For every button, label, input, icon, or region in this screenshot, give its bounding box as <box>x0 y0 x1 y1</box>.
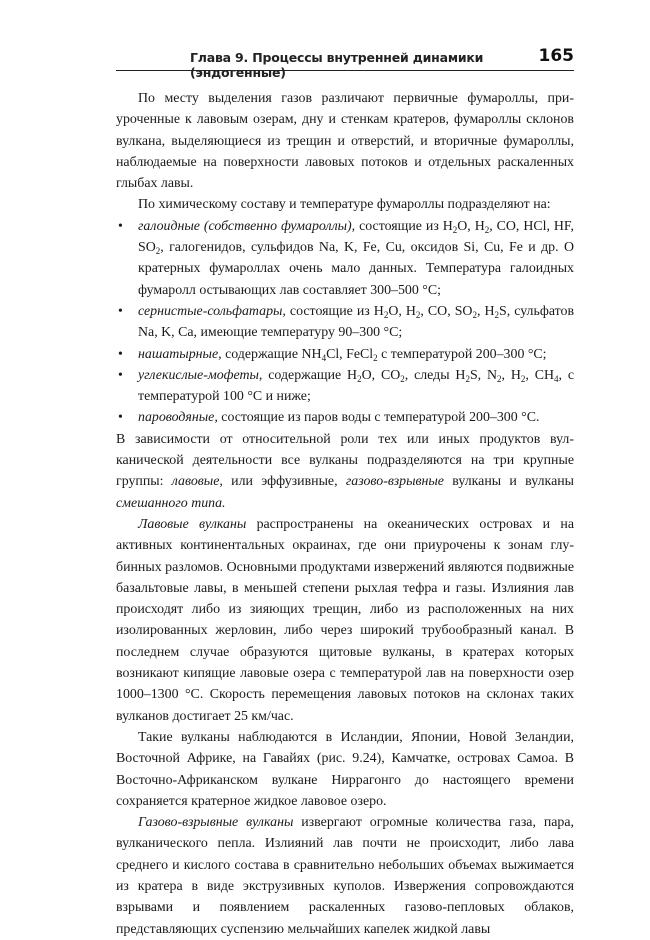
subscript: 4 <box>554 373 559 384</box>
list-item <box>116 365 574 408</box>
list-item <box>116 344 574 365</box>
paragraph-lava-volcanoes: Лавовые вулканы распространены на океанических островах и на активных континентальных окраинах, где они приурочены к зонам глубинных разломов. Основными продуктами извержений являются подвижные базальтовые лавы, в меньшей степени рыхлая тефра и газы. Излияния лав происходят либо из зияющих трещин, либо из расположенных на них изолированных жерловин, либо через широкий трубообразный канал. В последнем случае образуются щитовые вулканы, в кратерах которых возникают кипящие лавовые озера с температурой лав на поверхности озер 1000–1300 °С. Скорость перемещения лавовых потоков на склонах таких вулканов достигает 25 км/час. <box>116 516 574 724</box>
text-run: Cl, FeCl <box>326 346 374 362</box>
subscript: 4 <box>321 352 327 363</box>
paragraph-fumaroles-location: По месту выделения газов различают первичные фумароллы, приуроченные к лавовым озерам, дну и стенкам кратеров, фумароллы склонов вулкана, выделяющиеся из трещин и отверстий, и вторичные фумароллы, наблюдаемые на поверхности лавовых потоков и отдельных раскаленных глыбах лавы. <box>116 91 574 192</box>
term-gas-explosive-volcanoes: Газово-взрывные вулканы <box>138 815 294 831</box>
list-item-term: пароводяные, <box>138 410 218 426</box>
text-run: состоящие из H <box>285 303 384 319</box>
subscript: 2 <box>520 373 526 384</box>
paragraph-gas-explosive-volcanoes: Газово-взрывные вулканы извергают огромные количества газа, пара, вулканического пепла. Излияний лав почти не происходит, либо лава среднего и кислого состава в сравнительно небольших объемах выжимается из кратера в виде экструзивных куполов. Извержения сопровождаются взрывами и появлением раскаленных газово-пепловых облаков, представляющих суспензию мельчайших капелек жидкой лавы <box>116 815 574 937</box>
text-run: , CH <box>525 367 554 383</box>
subscript: 2 <box>415 309 421 320</box>
subscript: 2 <box>400 373 405 384</box>
text-run: , H <box>476 303 495 319</box>
running-header <box>116 46 574 80</box>
text-run: , с температурой 100 °С и ниже; <box>138 367 574 405</box>
body-text <box>116 88 574 940</box>
list-item-term: нашатырные, <box>138 346 222 362</box>
subscript: 2 <box>497 373 502 384</box>
paragraph-volcano-groups: В зависимости от относительной роли тех или иных продуктов вулканической деятельности все вулканы подразделяются на три крупные группы: лавовые, или эффузивные, газово-взрывные вулканы и вулканы смешанного типа. <box>116 431 575 511</box>
fumarole-types-list <box>116 216 574 429</box>
text-run: S, сульфатов Na, K, Ca, имеющие температуру 90–300 °С; <box>138 303 575 341</box>
text-run: содержащие NH <box>221 346 322 362</box>
term-gas-explosive: газово-взрывные <box>345 474 444 490</box>
subscript: 2 <box>452 224 458 235</box>
paragraph-fumaroles-classification: По химическому составу и температуре фумароллы подразделяют на: <box>138 197 551 213</box>
text-run: , H <box>501 367 521 383</box>
text-run: , галогенидов, сульфидов Na, K, Fe, Cu, оксидов Si, Cu, Fe и др. О кратерных фумароллах очень мало данных. Температура галоидных фумаролл остывающих лав составляет 300–500 °С; <box>138 240 574 298</box>
text-run: , CO, HCl, HF, SO <box>138 218 574 256</box>
subscript: 2 <box>373 352 378 363</box>
list-item <box>116 216 574 301</box>
subscript: 2 <box>494 309 500 320</box>
list-item-term: галоидные (собственно фумароллы), <box>138 218 356 234</box>
page-number: 165 <box>538 46 574 66</box>
text-run: S, N <box>469 367 498 383</box>
subscript: 2 <box>357 373 362 384</box>
text-run: состоящие из H <box>355 218 453 234</box>
text-run: O, H <box>457 218 485 234</box>
chapter-title: Глава 9. Процессы внутренней динамики (эндогенные) <box>190 50 484 80</box>
subscript: 2 <box>472 309 477 320</box>
subscript: 2 <box>465 373 470 384</box>
text-run: O, H <box>388 303 416 319</box>
subscript: 2 <box>484 224 490 235</box>
list-item <box>116 407 574 428</box>
text-run: с температурой 200–300 °С; <box>377 346 547 362</box>
term-lava-volcanoes: Лавовые вулканы <box>138 516 247 532</box>
subscript: 2 <box>155 246 161 257</box>
paragraph-lava-volcano-locations: Такие вулканы наблюдаются в Исландии, Японии, Новой Зеландии, Восточной Африке, на Гавайях (рис. 9.24), Камчатке, островах Самоа. В Восточно-Африканском вулкане Ниррагонго до настоящего времени сохраняется кратерное жидкое лавовое озеро. <box>116 729 574 809</box>
text-run: , следы H <box>404 367 466 383</box>
list-item-text <box>222 347 547 362</box>
list-item-text <box>218 410 540 425</box>
text-run: , CO, SO <box>420 303 473 319</box>
term-lava: лавовые, <box>171 474 223 490</box>
text-run: O, CO <box>361 367 401 383</box>
text-run: содержащие H <box>262 367 358 383</box>
list-item <box>116 301 574 344</box>
text-run: состоящие из паров воды с температурой 200–300 °С. <box>217 410 540 426</box>
list-item-term: углекислые-мофеты, <box>138 367 263 383</box>
subscript: 2 <box>383 309 389 320</box>
term-mixed-type: смешанного типа. <box>116 495 226 511</box>
list-item-term: сернистые-сольфатары, <box>138 303 286 319</box>
